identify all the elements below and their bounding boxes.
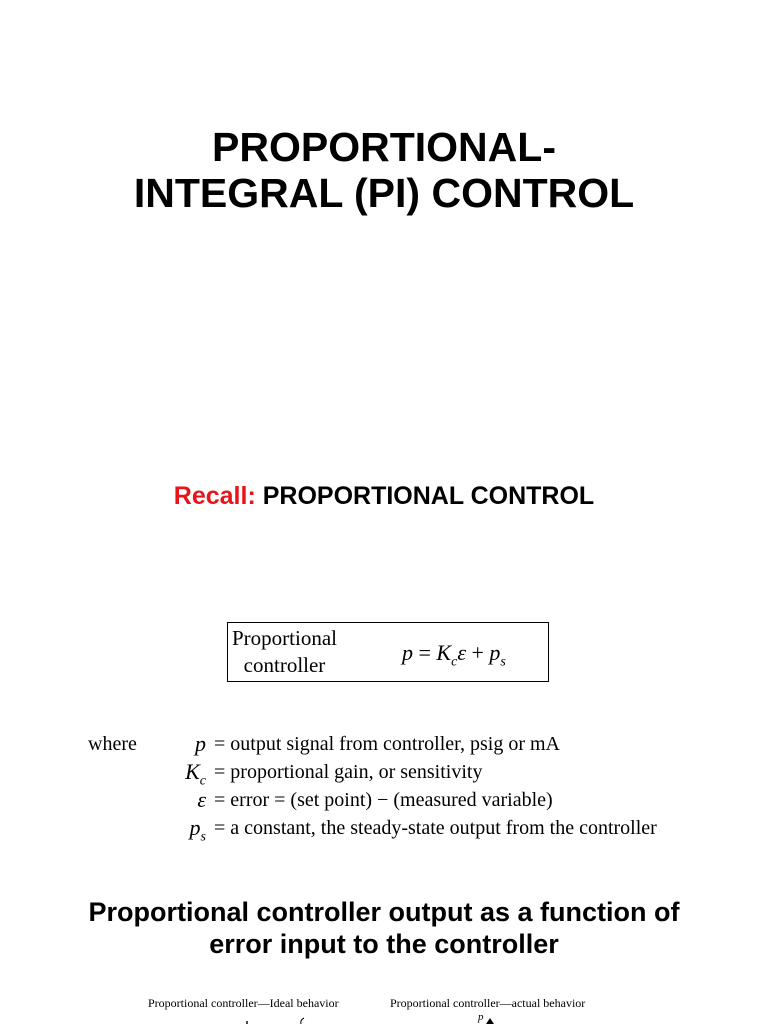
definition-text: = error = (set point) − (measured variable): [214, 789, 553, 811]
definition-text: = output signal from controller, psig or mA: [214, 733, 560, 755]
formula-box: [227, 622, 549, 682]
definition-row-ps: [88, 814, 728, 845]
formula-equation: [402, 640, 506, 670]
eq-k: K: [436, 640, 452, 665]
definition-text: = proportional gain, or sensitivity: [214, 761, 483, 783]
definition-symbol-main: K: [185, 759, 200, 784]
eq-epsilon: ε: [457, 640, 466, 665]
section-subtitle: [0, 896, 768, 960]
definitions-list: [88, 730, 728, 845]
definition-symbol-main: p: [189, 815, 201, 840]
actual-axis-label: p: [478, 1011, 484, 1023]
definitions-where: where: [88, 733, 137, 755]
slide-title-line-2: INTEGRAL (PI) CONTROL: [133, 170, 635, 216]
definition-symbol: [195, 730, 206, 758]
ideal-curve-stub: [301, 1018, 304, 1024]
eq-p: p: [402, 640, 413, 665]
definition-symbol-sub: c: [199, 773, 206, 789]
recall-prefix: Recall:: [173, 482, 256, 510]
recall-heading-text: PROPORTIONAL CONTROL: [262, 482, 595, 510]
definition-symbol: [190, 814, 206, 851]
formula-label-line-2: controller: [243, 653, 326, 677]
recall-heading: [0, 480, 768, 512]
formula-label: [232, 625, 337, 679]
definition-symbol-sub: s: [200, 829, 206, 845]
slide-title-line-1: PROPORTIONAL-: [212, 124, 556, 170]
definition-row-kc: [88, 758, 728, 789]
eq-ps: p: [489, 640, 501, 665]
formula-label-line-1: Proportional: [232, 626, 337, 650]
definition-symbol: [197, 786, 206, 814]
eq-ps-sub: s: [500, 654, 506, 670]
figure-caption-actual: Proportional controller—actual behavior: [390, 996, 586, 1010]
figure-caption-ideal: Proportional controller—Ideal behavior: [148, 996, 339, 1010]
definition-text: = a constant, the steady-state output from the controller: [214, 817, 657, 839]
eq-plus: +: [466, 640, 490, 665]
eq-equals: =: [413, 640, 437, 665]
section-subtitle-line-2: error input to the controller: [209, 929, 559, 959]
definition-row-epsilon: [88, 786, 728, 814]
definition-row-p: [88, 730, 728, 758]
figure-axes-fragments: [0, 1010, 768, 1024]
definition-symbol-main: ε: [197, 787, 206, 812]
actual-y-axis-arrow: [486, 1018, 494, 1024]
section-subtitle-line-1: Proportional controller output as a function of: [88, 897, 680, 927]
slide-title: [0, 124, 768, 216]
definition-symbol-main: p: [195, 731, 206, 756]
eq-k-sub: c: [451, 654, 458, 670]
